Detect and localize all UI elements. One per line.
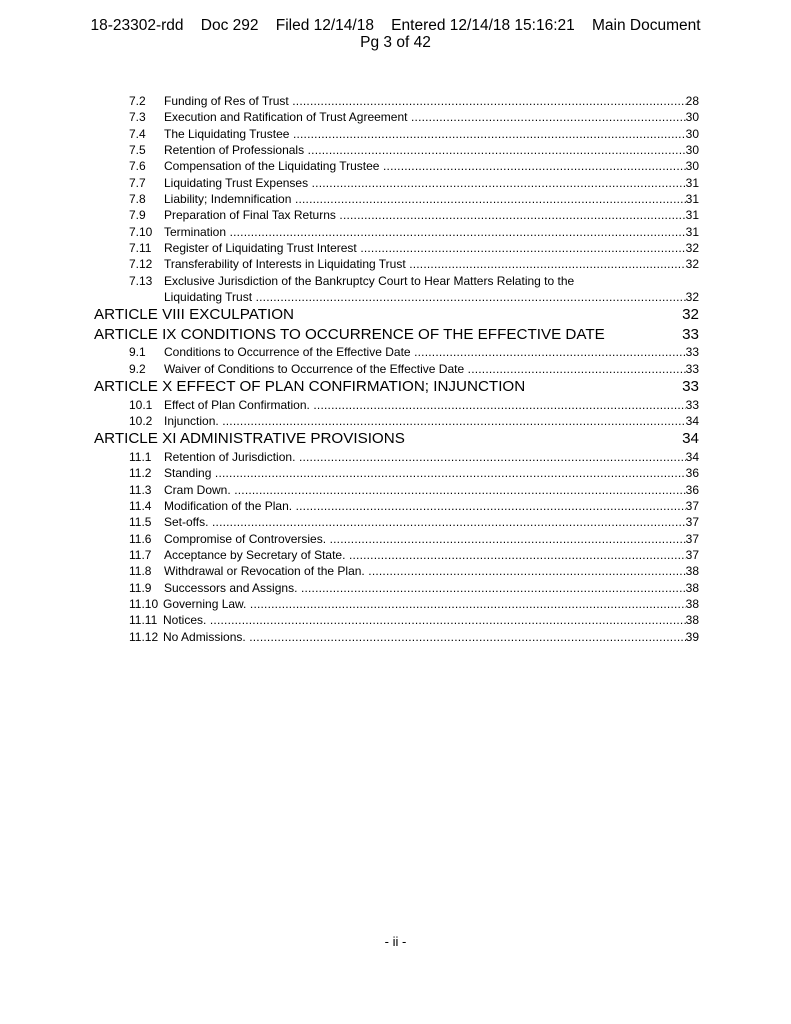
toc-section-number: 11.7 (129, 547, 152, 562)
toc-page-number: 34 (682, 430, 699, 448)
toc-page-number: 32 (685, 241, 699, 256)
toc-section-title: Conditions to Occurrence of the Effective Date ..... (164, 344, 686, 360)
toc-section-number: 10.2 (129, 414, 153, 428)
toc-section-number: 10.1 (129, 397, 153, 412)
toc-entry (0, 158, 791, 174)
toc-entry (0, 142, 791, 158)
toc-section-title: Standing ..... (164, 465, 686, 481)
toc-section-title: Liability; Indemnification ..... (164, 191, 686, 207)
table-of-contents (0, 93, 791, 645)
toc-page-number: 30 (685, 126, 699, 141)
toc-section-number: 7.10 (129, 224, 153, 239)
toc-section-title: Notices. ..... (163, 612, 686, 628)
toc-entry (0, 361, 791, 377)
toc-section-number: 11.5 (129, 515, 152, 530)
toc-section-title: Exclusive Jurisdiction of the Bankruptcy Court to Hear Matters Relating to the (164, 273, 575, 288)
toc-section-number: 9.2 (129, 361, 146, 376)
toc-section-number: 11.9 (129, 580, 152, 595)
toc-article-heading (0, 429, 791, 449)
toc-section-title: Effect of Plan Confirmation. ..... (164, 397, 686, 413)
toc-page-number: 37 (685, 531, 699, 546)
toc-page-number: 33 (685, 345, 699, 360)
toc-section-number: 7.13 (129, 273, 153, 288)
toc-entry (0, 580, 791, 596)
toc-section-title: The Liquidating Trustee ..... (164, 126, 686, 142)
toc-section-title: Waiver of Conditions to Occurrence of the Effective Date ..... (164, 361, 686, 377)
toc-section-title: Acceptance by Secretary of State. ..... (164, 547, 686, 563)
toc-section-number: 7.6 (129, 159, 146, 174)
toc-section-number: 7.4 (129, 126, 146, 141)
toc-entry (0, 240, 791, 256)
toc-section-title: Preparation of Final Tax Returns ..... (164, 207, 686, 223)
toc-entry (0, 207, 791, 223)
toc-section-title: No Admissions. ..... (163, 629, 686, 645)
toc-entry (0, 256, 791, 272)
toc-section-title: ARTICLE X EFFECT OF PLAN CONFIRMATION; INJUNCTION (94, 378, 526, 396)
toc-section-title: Governing Law. ..... (163, 596, 686, 612)
toc-section-number: 7.12 (129, 257, 153, 272)
toc-entry (0, 397, 791, 413)
toc-section-title: Liquidating Trust Expenses ..... (164, 175, 686, 191)
toc-entry (0, 273, 791, 289)
toc-section-number: 11.11 (129, 613, 158, 628)
document-header (0, 17, 791, 51)
toc-section-title: ARTICLE XI ADMINISTRATIVE PROVISIONS (94, 430, 405, 448)
toc-section-title: Funding of Res of Trust ..... (164, 93, 686, 109)
toc-article-heading (0, 325, 791, 345)
toc-article-heading (0, 377, 791, 397)
toc-article-heading (0, 305, 791, 325)
toc-section-number: 11.12 (129, 629, 159, 644)
toc-page-number: 31 (685, 192, 699, 207)
toc-entry (0, 175, 791, 191)
toc-page-number: 31 (685, 175, 699, 190)
toc-entry (0, 482, 791, 498)
toc-entry (0, 344, 791, 360)
toc-page-number: 31 (685, 224, 699, 239)
toc-section-title: Liquidating Trust ..... (164, 289, 686, 305)
toc-entry (0, 531, 791, 547)
toc-page-number: 31 (685, 208, 699, 223)
toc-page-number: 39 (685, 629, 699, 644)
toc-section-title: Withdrawal or Revocation of the Plan. ..... (164, 563, 686, 579)
page-number-footer: - ii - (384, 934, 407, 949)
toc-entry (0, 514, 791, 530)
page-count-line: Pg 3 of 42 (360, 34, 431, 51)
toc-section-number: 7.7 (129, 175, 146, 190)
toc-section-number: 11.2 (129, 466, 152, 481)
toc-section-number: 7.3 (129, 110, 146, 125)
toc-section-title: Cram Down. ..... (164, 482, 686, 498)
toc-section-title: Compensation of the Liquidating Trustee ..... (164, 158, 686, 174)
toc-entry-continuation (0, 289, 791, 305)
toc-entry (0, 224, 791, 240)
toc-page-number: 28 (685, 94, 699, 108)
toc-page-number: 36 (685, 482, 699, 497)
toc-section-title: Termination ..... (164, 224, 686, 240)
toc-entry (0, 612, 791, 628)
toc-page-number: 32 (685, 290, 699, 305)
toc-page-number: 33 (682, 378, 699, 396)
filing-stamp-line: 18-23302-rdd Doc 292 Filed 12/14/18 Entered 12/14/18 15:16:21 Main Document (90, 17, 701, 34)
toc-section-number: 11.8 (129, 564, 152, 579)
toc-section-number: 11.4 (129, 498, 152, 513)
toc-entry (0, 93, 791, 109)
toc-section-number: 7.8 (129, 192, 146, 207)
toc-page-number: 38 (685, 564, 699, 579)
toc-section-number: 7.5 (129, 143, 146, 158)
toc-entry (0, 413, 791, 429)
toc-section-title: Successors and Assigns. ..... (164, 580, 686, 596)
toc-page-number: 37 (685, 547, 699, 562)
toc-section-number: 11.6 (129, 531, 152, 546)
toc-page-number: 32 (682, 306, 699, 324)
toc-entry (0, 449, 791, 465)
toc-page-number: 33 (685, 361, 699, 376)
toc-section-number: 7.2 (129, 94, 146, 108)
toc-page-number: 37 (685, 515, 699, 530)
toc-page-number: 30 (685, 143, 699, 158)
toc-section-title: Modification of the Plan. ..... (164, 498, 686, 514)
toc-section-title: Retention of Professionals ..... (164, 142, 686, 158)
toc-section-number: 11.10 (129, 596, 159, 611)
toc-entry (0, 126, 791, 142)
toc-entry (0, 109, 791, 125)
toc-section-number: 11.1 (129, 449, 152, 464)
toc-page-number: 33 (685, 397, 699, 412)
toc-page-number: 30 (685, 110, 699, 125)
toc-page-number: 34 (685, 449, 699, 464)
toc-section-number: 7.9 (129, 208, 146, 223)
toc-page-number: 37 (685, 498, 699, 513)
toc-section-number: 9.1 (129, 345, 146, 360)
toc-page-number: 36 (685, 466, 699, 481)
toc-entry (0, 547, 791, 563)
toc-page-number: 34 (685, 414, 699, 428)
toc-page-number: 33 (682, 325, 699, 343)
toc-page-number: 38 (685, 596, 699, 611)
toc-section-title: Transferability of Interests in Liquidating Trust ..... (164, 256, 686, 272)
toc-page-number: 38 (685, 580, 699, 595)
toc-section-title: Set-offs. ..... (164, 514, 686, 530)
toc-section-title: ARTICLE VIII EXCULPATION (94, 306, 295, 324)
toc-section-title: Retention of Jurisdiction. ..... (164, 449, 686, 465)
toc-section-number: 11.3 (129, 482, 152, 497)
toc-section-title: Register of Liquidating Trust Interest ..... (164, 240, 686, 256)
toc-page-number: 32 (685, 257, 699, 272)
toc-page-number: 38 (685, 613, 699, 628)
toc-section-title: Execution and Ratification of Trust Agreement ..... (164, 109, 686, 125)
toc-section-title: Injunction. ..... (164, 413, 686, 429)
toc-entry (0, 629, 791, 645)
toc-entry (0, 465, 791, 481)
toc-entry (0, 498, 791, 514)
toc-entry (0, 563, 791, 579)
toc-section-title: Compromise of Controversies. ..... (164, 531, 686, 547)
toc-entry (0, 596, 791, 612)
toc-entry (0, 191, 791, 207)
toc-section-title: ARTICLE IX CONDITIONS TO OCCURRENCE OF THE EFFECTIVE DATE (94, 325, 605, 343)
toc-page-number: 30 (685, 159, 699, 174)
toc-section-number: 7.11 (129, 241, 152, 256)
